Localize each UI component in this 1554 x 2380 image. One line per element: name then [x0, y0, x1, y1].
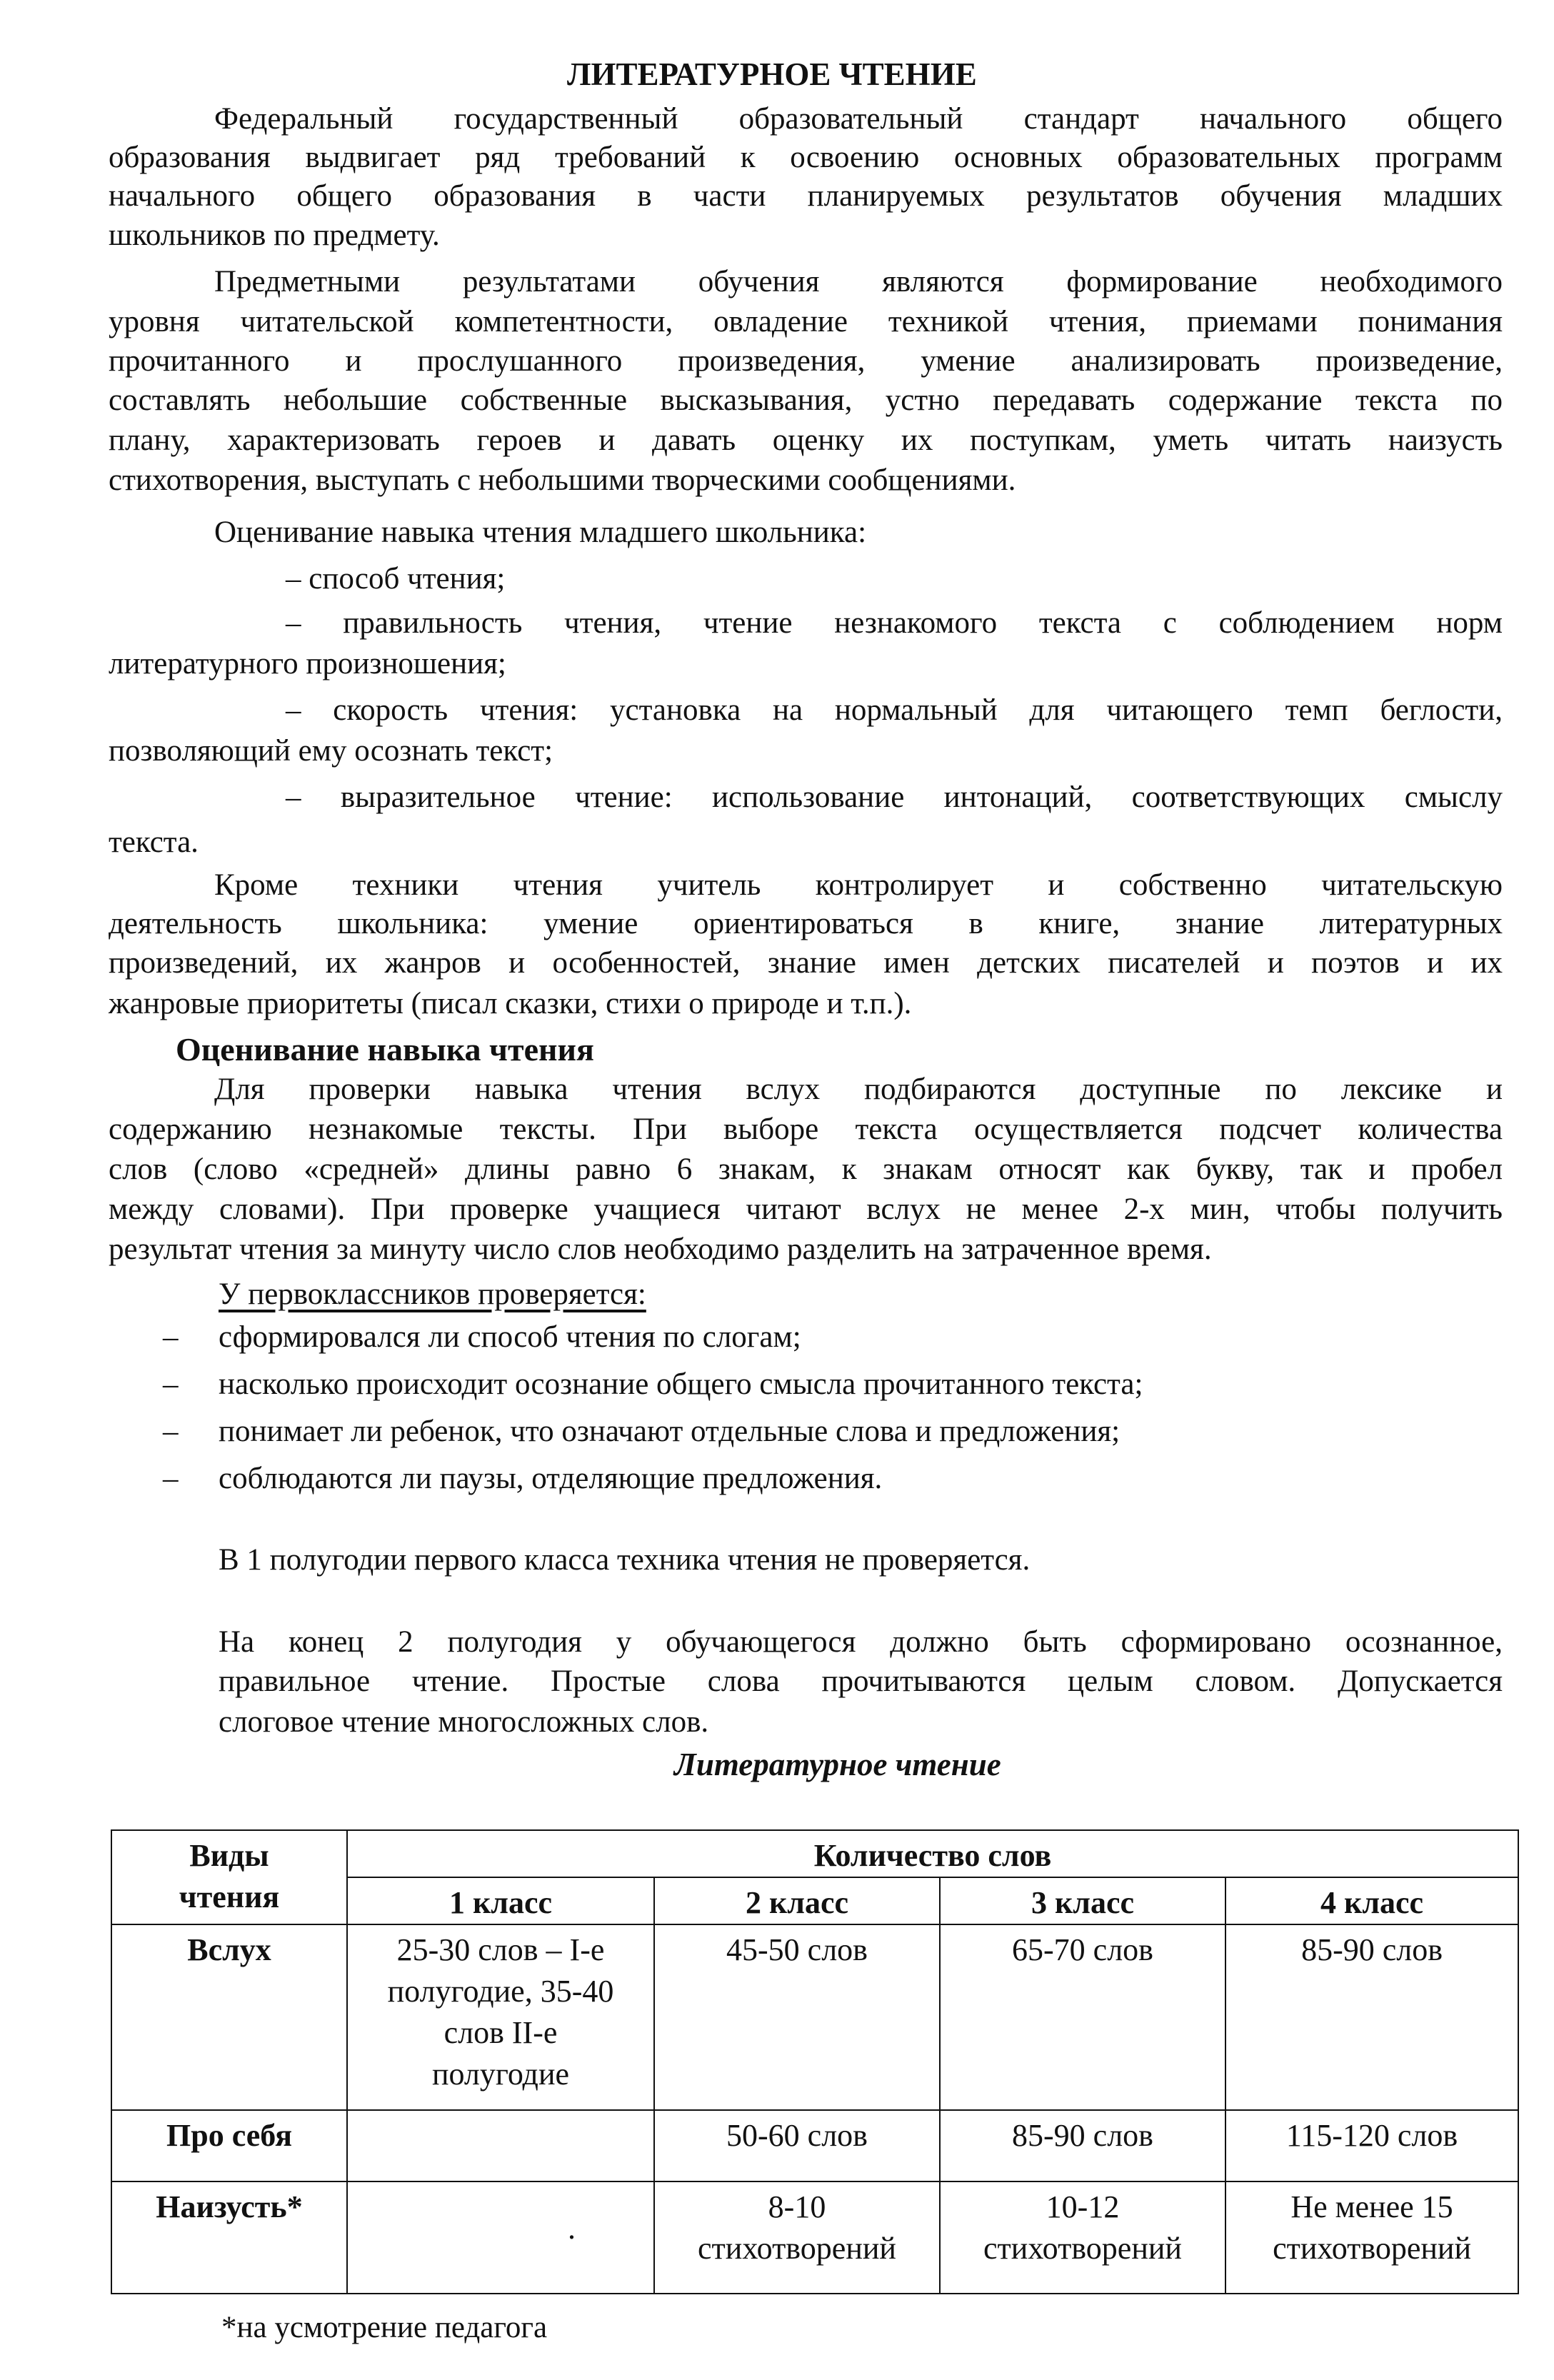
paragraph-3-line-7: – выразительное чтение: использование интонаций, соответствующих смыслу: [286, 780, 1503, 814]
paragraph-4-line-2: деятельность школьника: умение ориентироваться в книге, знание литературных: [109, 907, 1503, 940]
assessment-line-4: между словами). При проверке учащиеся читают вслух не менее 2-х мин, чтобы получить: [109, 1192, 1503, 1226]
table-footnote: *на усмотрение педагога: [221, 2311, 548, 2344]
first-grade-check-1: сформировался ли способ чтения по слогам;: [219, 1320, 801, 1354]
paragraph-1-line-3: начального общего образования в части планируемых результатов обучения младших: [109, 179, 1503, 213]
paragraph-4-line-3: произведений, их жанров и особенностей, знание имен детских писателей и поэтов и их: [109, 946, 1503, 980]
table-cell: [347, 1924, 654, 2110]
table-cell: [347, 2110, 654, 2181]
assessment-line-2: содержанию незнакомые тексты. При выборе текста осуществляется подсчет количества: [109, 1113, 1503, 1146]
row-header-cell: [111, 1830, 347, 1924]
cell-line: 115-120 слов: [1285, 2118, 1458, 2153]
first-half-note: В 1 полугодии первого класса техника чтения не проверяется.: [219, 1543, 1031, 1577]
second-half-line-1: На конец 2 полугодия у обучающегося должно быть сформировано осознанное,: [219, 1625, 1503, 1659]
paragraph-2-line-4: составлять небольшие собственные высказывания, устно передавать содержание текста по: [109, 383, 1503, 417]
cell-line: .: [568, 2211, 576, 2246]
assessment-line-1: Для проверки навыка чтения вслух подбираются доступные по лексике и: [214, 1073, 1503, 1106]
paragraph-3-line-5: – скорость чтения: установка на нормальный для читающего темп беглости,: [286, 693, 1503, 727]
list-bullet: –: [163, 1462, 179, 1495]
section-heading: Оценивание навыка чтения: [176, 1031, 594, 1068]
row-header-line: чтения: [179, 1879, 280, 1914]
first-grade-check-4: соблюдаются ли паузы, отделяющие предложения.: [219, 1462, 883, 1495]
list-bullet: –: [163, 1320, 179, 1354]
column-header: 1 класс: [347, 1877, 654, 1924]
table-cell: [347, 2181, 654, 2294]
paragraph-2-line-5: плану, характеризовать героев и давать оценку их поступкам, уметь читать наизусть: [109, 423, 1503, 457]
cell-line: 65-70 слов: [1012, 1932, 1153, 1967]
table-cell: [940, 1924, 1225, 2110]
paragraph-3-line-8: текста.: [109, 825, 199, 859]
cell-line: 8-10: [768, 2189, 826, 2224]
paragraph-3-line-2: – способ чтения;: [286, 562, 506, 596]
paragraph-4-line-4: жанровые приоритеты (писал сказки, стихи о природе и т.п.).: [109, 987, 912, 1020]
cell-line: Не менее 15: [1290, 2189, 1453, 2224]
cell-line: стихотворений: [1273, 2231, 1471, 2266]
paragraph-3-line-4: литературного произношения;: [109, 647, 506, 681]
group-header: Количество слов: [347, 1830, 1518, 1877]
table-row: [111, 1924, 1518, 2110]
list-bullet: –: [163, 1415, 179, 1448]
paragraph-2-line-1: Предметными результатами обучения являются формирование необходимого: [214, 265, 1503, 298]
paragraph-3-line-1: Оценивание навыка чтения младшего школьника:: [214, 516, 867, 549]
table-cell: [1225, 1924, 1518, 2110]
paragraph-3-line-3: – правильность чтения, чтение незнакомого текста с соблюдением норм: [286, 606, 1503, 640]
cell-line: стихотворений: [983, 2231, 1182, 2266]
table-caption: Литературное чтение: [674, 1747, 1001, 1782]
table-cell: [1225, 2181, 1518, 2294]
column-header: 3 класс: [940, 1877, 1225, 1924]
paragraph-2-line-6: стихотворения, выступать с небольшими творческими сообщениями.: [109, 463, 1016, 497]
cell-line: полугодие: [431, 2057, 570, 2092]
assessment-line-5: результат чтения за минуту число слов необходимо разделить на затраченное время.: [109, 1232, 1212, 1266]
second-half-line-3: слоговое чтение многосложных слов.: [219, 1705, 709, 1739]
paragraph-4-line-1: Кроме техники чтения учитель контролирует и собственно читательскую: [214, 868, 1503, 902]
column-header: 2 класс: [654, 1877, 940, 1924]
first-grade-check-2: насколько происходит осознание общего смысла прочитанного текста;: [219, 1367, 1143, 1401]
paragraph-1-line-2: образования выдвигает ряд требований к освоению основных образовательных программ: [109, 141, 1503, 174]
first-grade-label: У первоклассников проверяется:: [219, 1277, 646, 1311]
cell-line: слов II-е: [443, 2015, 558, 2050]
cell-line: стихотворений: [698, 2231, 896, 2266]
table-cell: [654, 2181, 940, 2294]
column-header: 4 класс: [1225, 1877, 1518, 1924]
row-label: Про себя: [111, 2110, 347, 2181]
table-cell: [1225, 2110, 1518, 2181]
assessment-line-3: слов (слово «средней» длины равно 6 знакам, к знакам относят как букву, так и пробел: [109, 1153, 1503, 1186]
paragraph-3-line-6: позволяющий ему осознать текст;: [109, 734, 553, 768]
second-half-line-2: правильное чтение. Простые слова прочитываются целым словом. Допускается: [219, 1665, 1503, 1698]
paragraph-2-line-3: прочитанного и прослушанного произведения, умение анализировать произведение,: [109, 344, 1503, 378]
table-row: [111, 2181, 1518, 2294]
cell-line: 25-30 слов – I-е: [396, 1932, 605, 1967]
cell-line: 10-12: [1046, 2189, 1120, 2224]
row-label: Вслух: [111, 1924, 347, 2110]
cell-line: полугодие, 35-40: [387, 1974, 614, 2009]
document-title: ЛИТЕРАТУРНОЕ ЧТЕНИЕ: [567, 56, 977, 92]
table-cell: [654, 2110, 940, 2181]
cell-line: 85-90 слов: [1301, 1932, 1443, 1967]
cell-line: 45-50 слов: [726, 1932, 868, 1967]
table-cell: [940, 2110, 1225, 2181]
table-cell: [654, 1924, 940, 2110]
cell-line: 50-60 слов: [726, 2118, 868, 2153]
paragraph-1-line-4: школьников по предмету.: [109, 219, 440, 252]
reading-norms-table: [111, 1829, 1519, 2294]
row-label: Наизусть*: [111, 2181, 347, 2294]
paragraph-2-line-2: уровня читательской компетентности, овладение техникой чтения, приемами понимания: [109, 305, 1503, 338]
row-header-line: Виды: [189, 1838, 269, 1873]
table-row: [111, 2110, 1518, 2181]
list-bullet: –: [163, 1367, 179, 1401]
table-cell: [940, 2181, 1225, 2294]
cell-line: 85-90 слов: [1012, 2118, 1153, 2153]
paragraph-1-line-1: Федеральный государственный образовательный стандарт начального общего: [214, 102, 1503, 136]
first-grade-check-3: понимает ли ребенок, что означают отдельные слова и предложения;: [219, 1415, 1121, 1448]
